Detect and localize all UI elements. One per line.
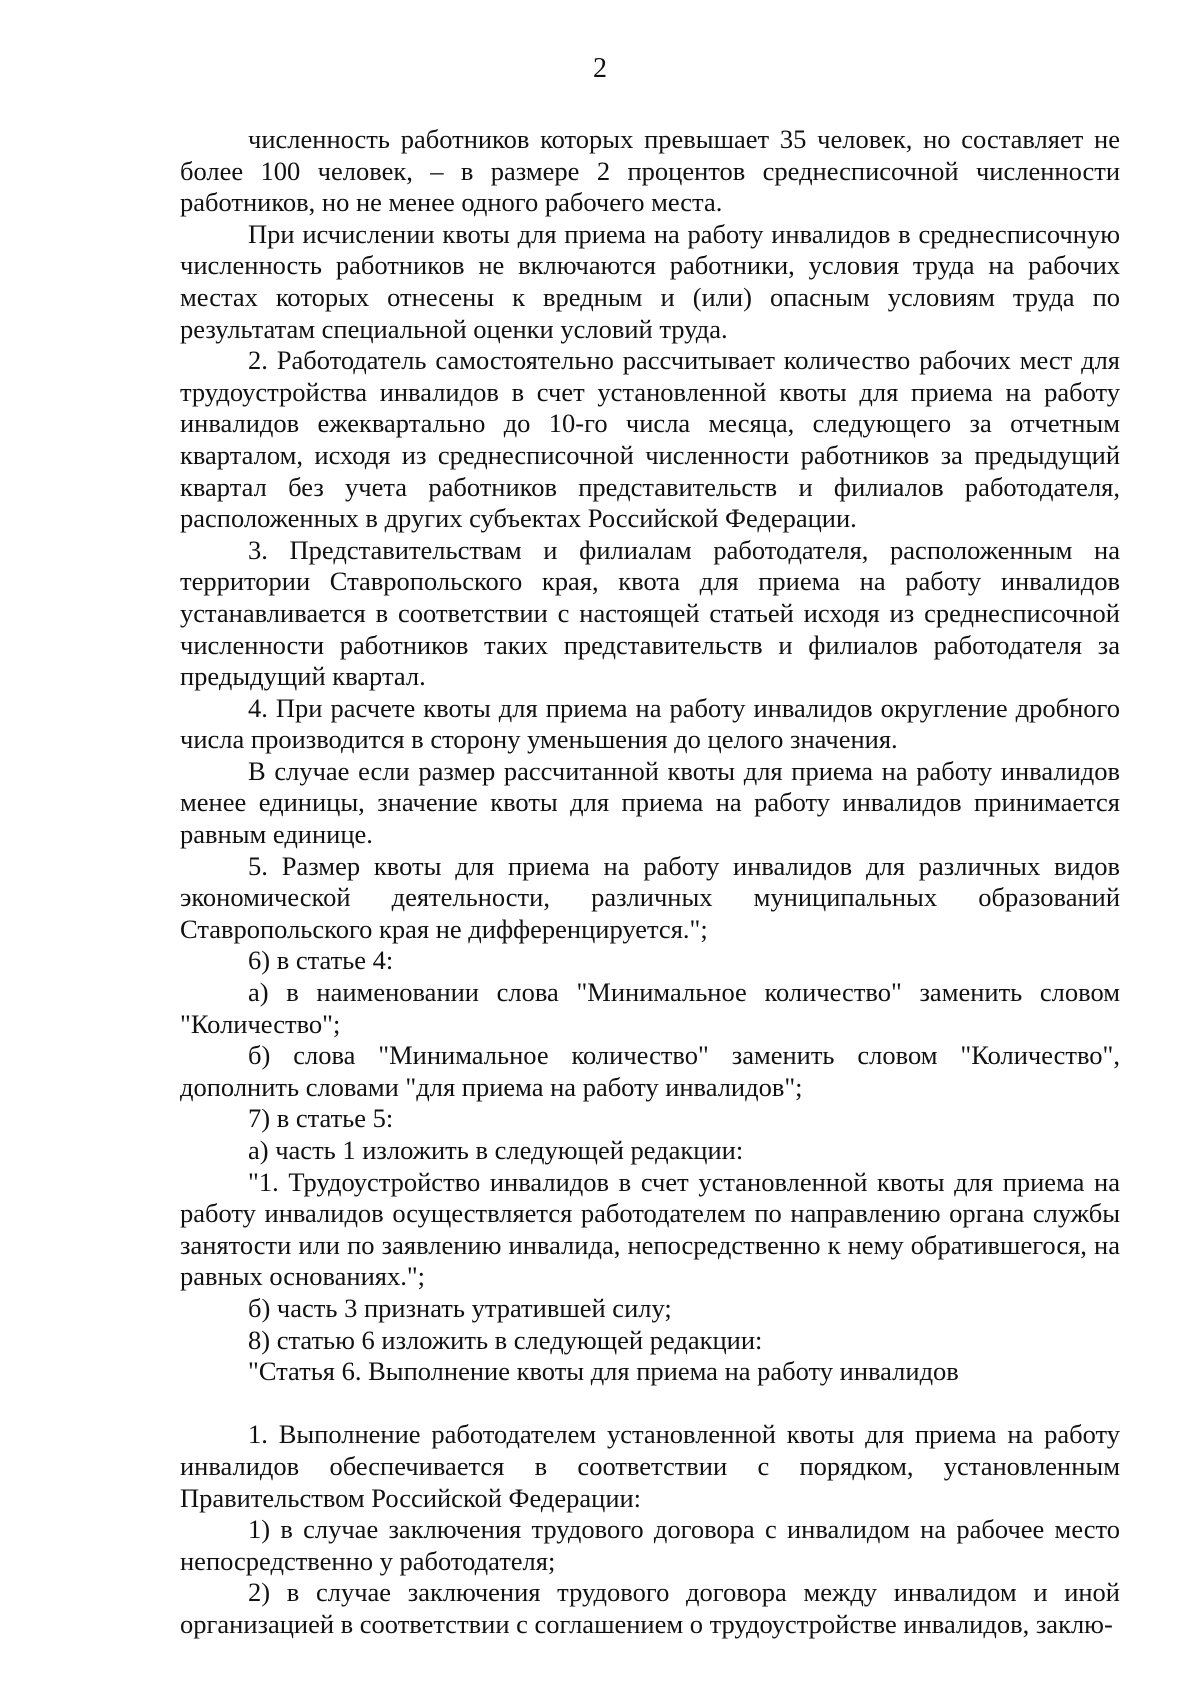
- paragraph-item-7a: а) часть 1 изложить в следующей редакции:: [248, 1135, 744, 1165]
- page-number: 2: [593, 53, 607, 84]
- paragraph-article-6-point-1: 1. Выполнение работодателем установленной квоты для приема на работу инвалидов обеспечивается в соответствии с порядком, установленным Правительством Российской Федерации:: [180, 1419, 1120, 1513]
- paragraph-point-5: 5. Размер квоты для приема на работу инвалидов для различных видов экономической деятельности, различных муниципальных образований Ставропольского края не дифференцируется.";: [180, 850, 1120, 944]
- paragraph-point-2: 2. Работодатель самостоятельно рассчитывает количество рабочих мест для трудоустройства инвалидов в счет установленной квоты для приема на работу инвалидов ежеквартально до 10-го числа месяца, следующего за отчетным кварталом, исходя из среднесписочной численности работников за предыдущий квартал без учета работников представительств и филиалов работодателя, расположенных в других субъектах Российской Федерации.: [180, 345, 1120, 534]
- paragraph-item-7: 7) в статье 5:: [248, 1103, 394, 1134]
- paragraph-item-6: 6) в статье 4:: [248, 945, 394, 976]
- paragraph-article-6-subpoint-2: 2) в случае заключения трудового договора между инвалидом и иной организацией в соответствии с соглашением о трудоустройстве инвалидов, заклю-: [180, 1577, 1120, 1639]
- paragraph-quota-minimum: В случае если размер рассчитанной квоты для приема на работу инвалидов менее единицы, значение квоты для приема на работу инвалидов принимается равным единице.: [180, 755, 1120, 850]
- paragraph-item-8: 8) статью 6 изложить в следующей редакции:: [248, 1324, 763, 1355]
- paragraph-item-6a: а) в наименовании слова "Минимальное количество" заменить словом "Количество";: [180, 977, 1120, 1039]
- article-6-heading: "Статья 6. Выполнение квоты для приема на работу инвалидов: [248, 1356, 959, 1387]
- document-body: [180, 124, 1120, 1641]
- paragraph-item-6b: б) слова "Минимальное количество" заменить словом "Количество", дополнить словами "для приема на работу инвалидов";: [180, 1040, 1120, 1102]
- paragraph-quota-exclusion: При исчислении квоты для приема на работу инвалидов в среднесписочную численность работников не включаются работники, условия труда на рабочих местах которых отнесены к вредным и (или) опасным условиям труда по результатам специальной оценки условий труда.: [180, 218, 1120, 344]
- paragraph-item-7b: б) часть 3 признать утратившей силу;: [248, 1292, 672, 1323]
- paragraph-item-7a-text: "1. Трудоустройство инвалидов в счет установленной квоты для приема на работу инвалидов осуществляется работодателем по направлению органа службы занятости или по заявлению инвалида, непосредственно к нему обратившегося, на равных основаниях.";: [180, 1166, 1120, 1292]
- paragraph-point-4: 4. При расчете квоты для приема на работу инвалидов округление дробного числа производится в сторону уменьшения до целого значения.: [180, 692, 1120, 755]
- paragraph-article-6-subpoint-1: 1) в случае заключения трудового договора с инвалидом на рабочее место непосредственно у работодателя;: [180, 1514, 1120, 1576]
- paragraph-continuation: численность работников которых превышает 35 человек, но составляет не более 100 человек, – в размере 2 процентов среднесписочной численности работников, но не менее одного рабочего места.: [180, 124, 1120, 218]
- paragraph-point-3: 3. Представительствам и филиалам работодателя, расположенным на территории Ставропольского края, квота для приема на работу инвалидов устанавливается в соответствии с настоящей статьей исходя из среднесписочной численности работников таких представительств и филиалов работодателя за предыдущий квартал.: [180, 534, 1120, 692]
